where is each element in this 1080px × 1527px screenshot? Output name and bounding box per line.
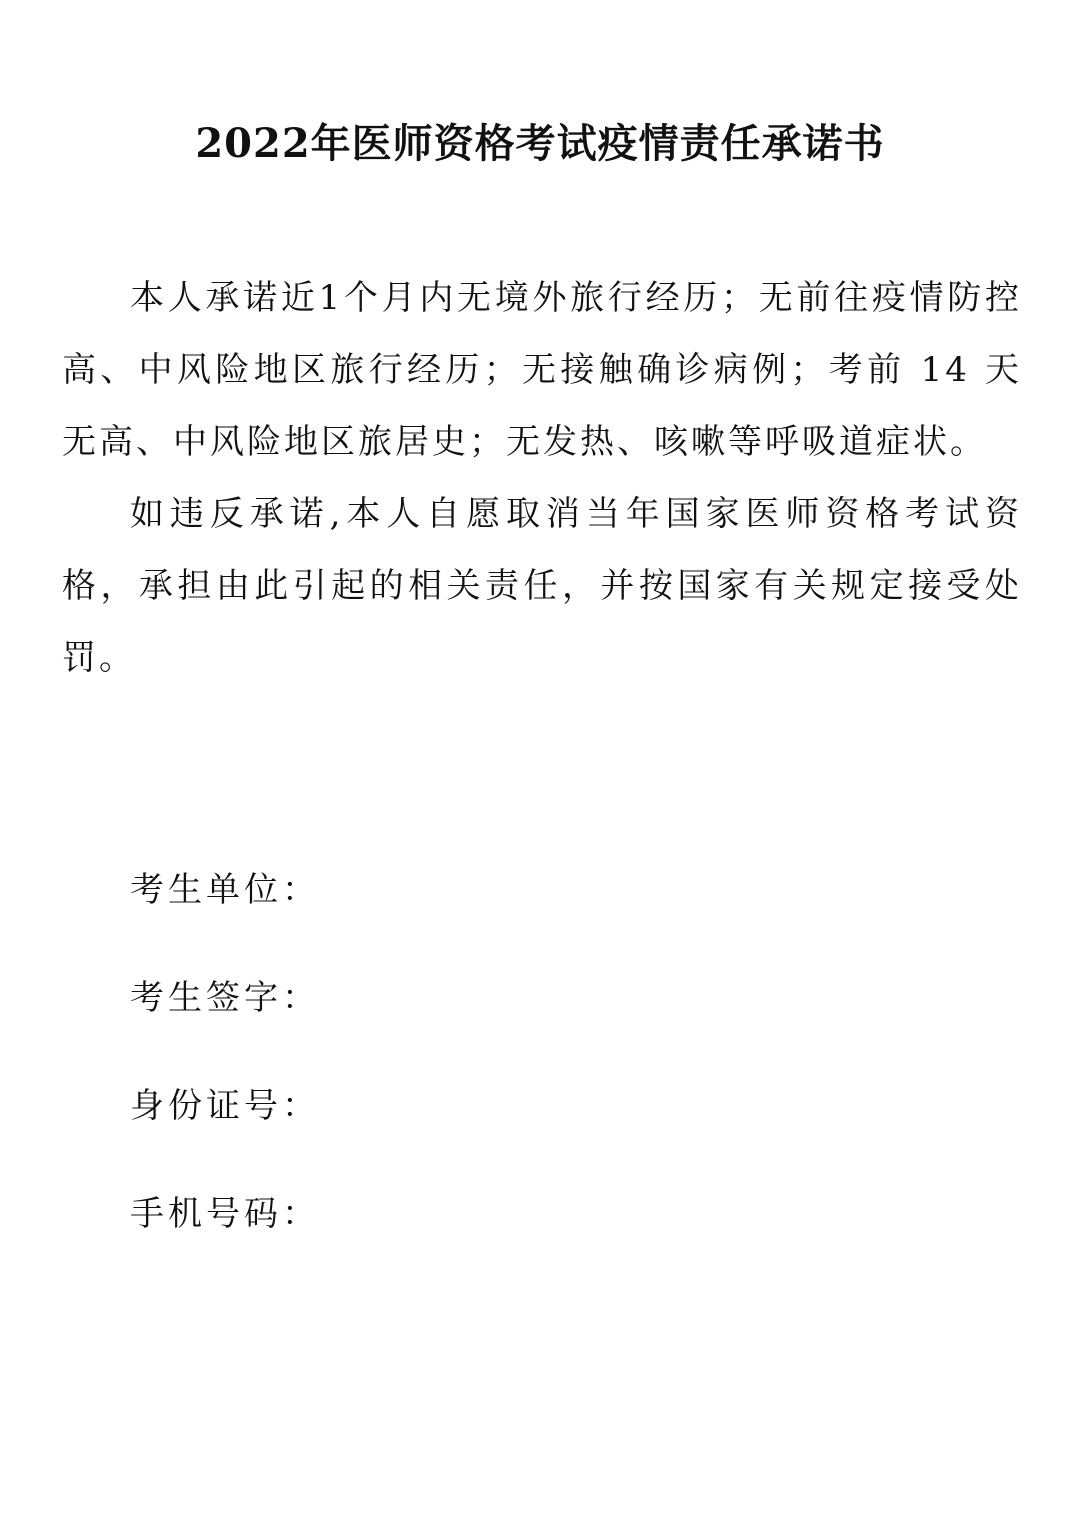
signature-fields xyxy=(130,862,1030,1294)
field-id-number: 身份证号： xyxy=(130,1086,320,1126)
violation-paragraph: 如违反承诺,本人自愿取消当年国家医师资格考试资格，承担由此引起的相关责任，并按国家有关规定接受处罚。 xyxy=(62,494,1022,678)
field-signature: 考生签字： xyxy=(130,978,320,1018)
document-title: 2022年医师资格考试疫情责任承诺书 xyxy=(195,120,885,167)
field-unit: 考生单位： xyxy=(130,870,320,910)
document-body xyxy=(62,262,1022,694)
commitment-paragraph: 本人承诺近1个月内无境外旅行经历；无前往疫情防控高、中风险地区旅行经历；无接触确诊病例；考前 14 天无高、中风险地区旅居史；无发热、咳嗽等呼吸道症状。 xyxy=(62,278,1022,462)
field-phone-number: 手机号码： xyxy=(130,1194,320,1234)
